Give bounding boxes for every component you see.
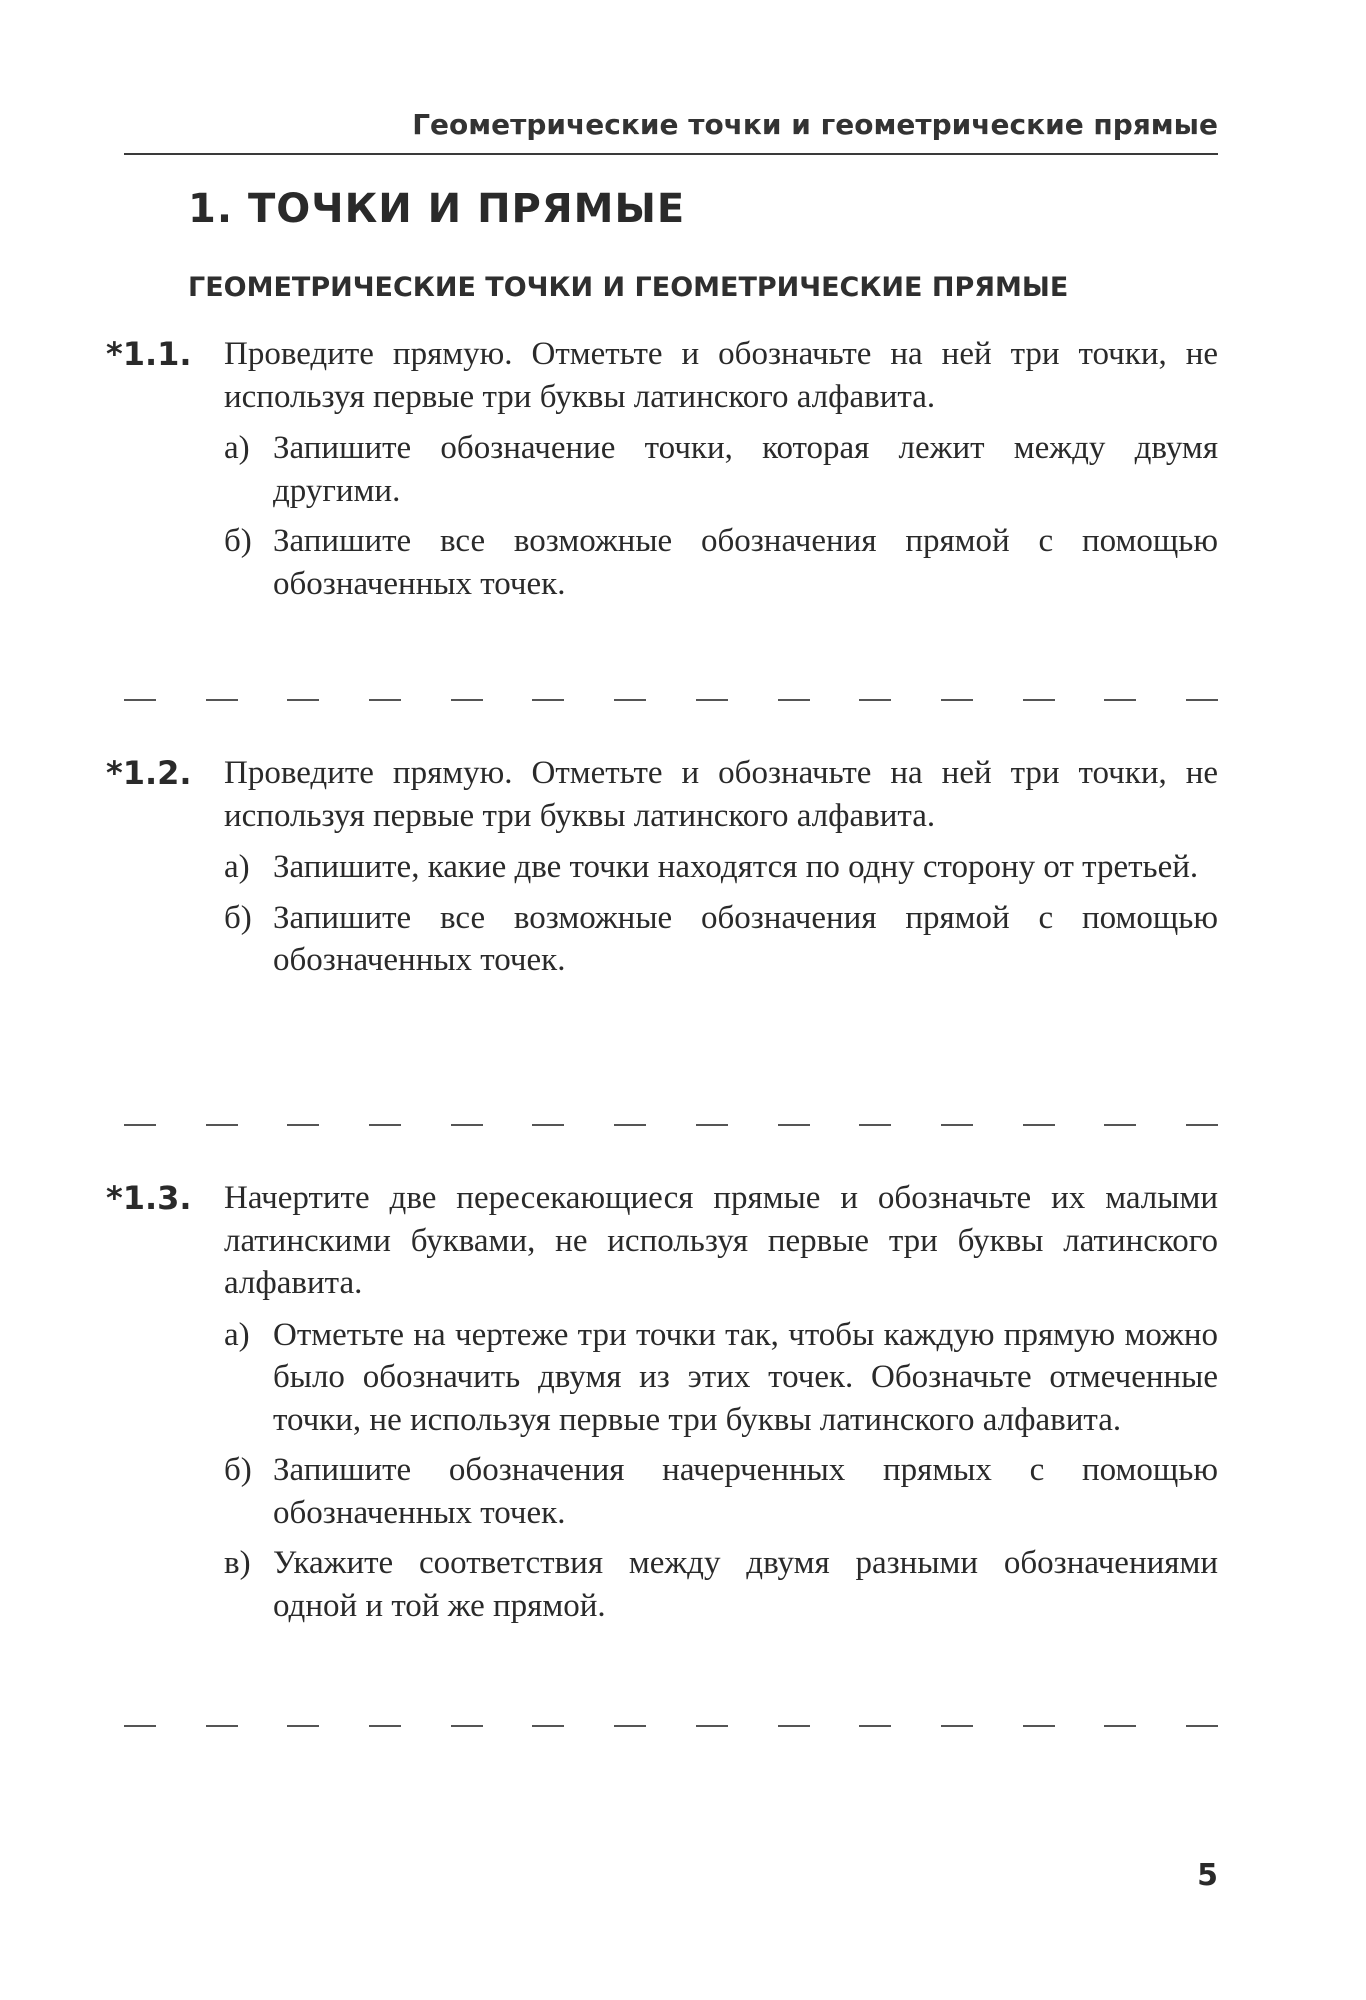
subtask-a <box>224 427 1218 512</box>
exercise-body <box>224 1177 1218 1635</box>
exercise-number: *1.2. <box>106 754 192 792</box>
chapter-title: 1. ТОЧКИ И ПРЯМЫЕ <box>188 186 686 232</box>
exercise-body <box>224 333 1218 613</box>
subtask-c <box>224 1542 1218 1627</box>
exercise-body <box>224 752 1218 990</box>
exercise-subtasks <box>224 1314 1218 1628</box>
subtask-mark: б) <box>224 899 252 936</box>
subtask-text: Укажите соответствия между двумя разными обозначениями одной и той же прямой. <box>273 1545 1218 1624</box>
subtask-mark: б) <box>224 1452 252 1488</box>
subtask-text: Отметьте на чертеже три точки так, чтобы каждую прямую можно было обозначить двумя из этих точек. Обозначьте отмеченные точки, не используя первые три буквы латинского алфавита. <box>273 1316 1218 1438</box>
exercise-text: Проведите прямую. Отметьте и обозначьте на ней три точки, не используя первые три буквы латинского алфавита. <box>224 755 1218 834</box>
exercise-subtasks <box>224 846 1218 982</box>
subtask-text: Запишите обозначения начерченных прямых с помощью обозначенных точек. <box>273 1452 1218 1531</box>
subtask-mark: а) <box>224 1316 250 1353</box>
subtask-text: Запишите все возможные обозначения прямой с помощью обозначенных точек. <box>273 899 1218 978</box>
exercise-number: *1.3. <box>106 1179 192 1217</box>
subtask-text: Запишите, какие две точки находятся по одну сторону от третьей. <box>273 849 1199 885</box>
section-title: ГЕОМЕТРИЧЕСКИЕ ТОЧКИ И ГЕОМЕТРИЧЕСКИЕ ПРЯМЫЕ <box>188 272 1069 303</box>
subtask-mark: а) <box>224 430 250 466</box>
exercise-number: *1.1. <box>106 335 192 373</box>
subtask-text: Запишите обозначение точки, которая лежит между двумя другими. <box>273 430 1218 509</box>
subtask-mark: б) <box>224 523 252 559</box>
subtask-mark: а) <box>224 849 250 885</box>
subtask-b <box>224 897 1218 982</box>
page-number: 5 <box>1197 1858 1218 1893</box>
subtask-b <box>224 1449 1218 1534</box>
subtask-a <box>224 846 1218 889</box>
subtask-mark: в) <box>224 1545 251 1581</box>
subtask-text: Запишите все возможные обозначения прямой с помощью обозначенных точек. <box>273 523 1218 602</box>
subtask-b <box>224 520 1218 605</box>
exercise-text: Начертите две пересекающиеся прямые и обозначьте их малыми латинскими буквами, не используя первые три буквы латинского алфавита. <box>224 1180 1218 1301</box>
header-rule <box>124 153 1218 155</box>
exercise-subtasks <box>224 427 1218 605</box>
running-head: Геометрические точки и геометрические прямые <box>412 108 1218 141</box>
subtask-a <box>224 1314 1218 1442</box>
exercise-text: Проведите прямую. Отметьте и обозначьте на ней три точки, не используя первые три буквы латинского алфавита. <box>224 336 1218 415</box>
